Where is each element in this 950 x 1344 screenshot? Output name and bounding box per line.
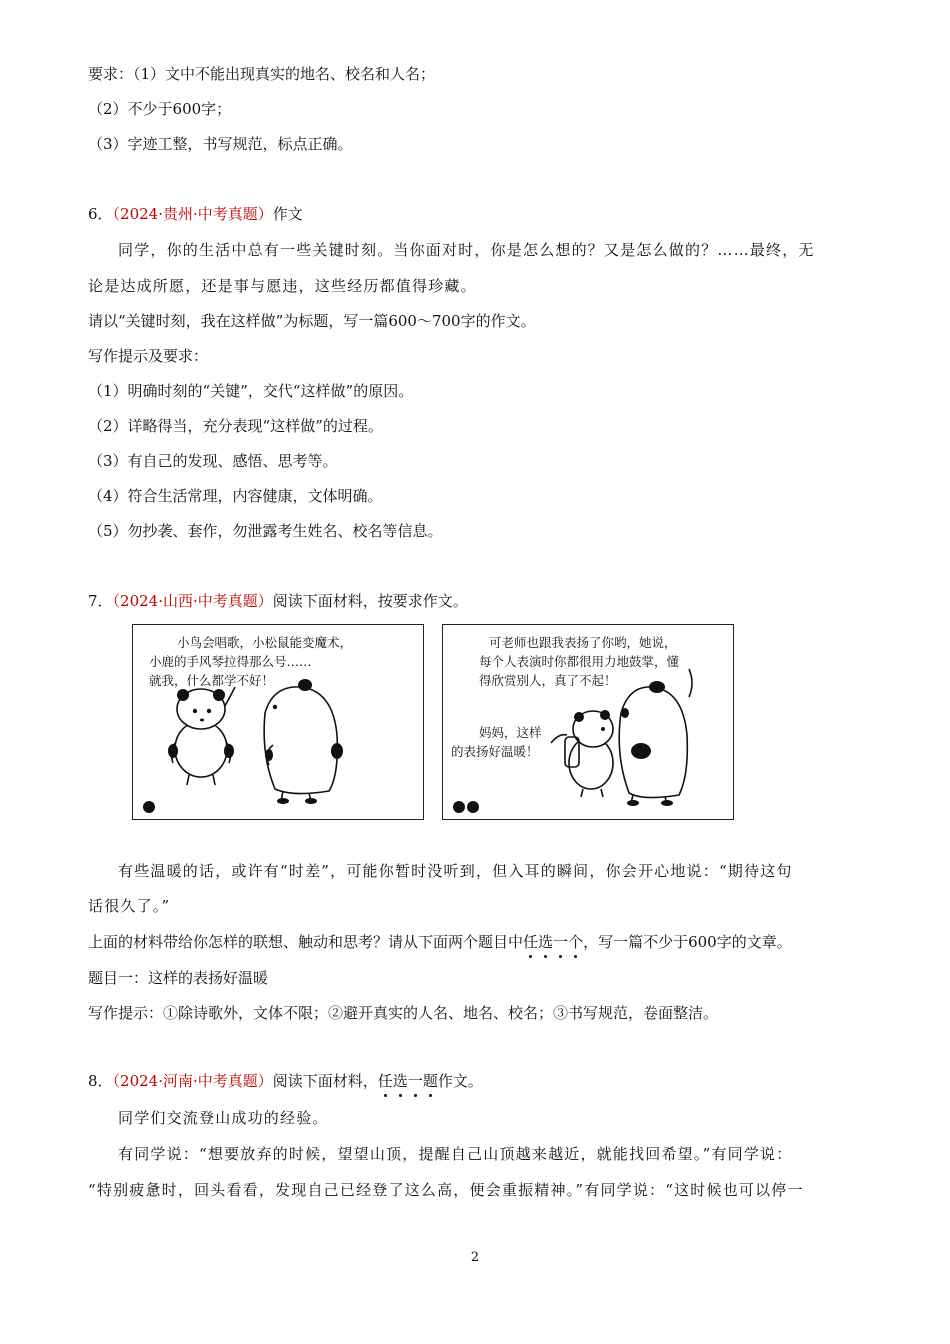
q6-tips-title: 写作提示及要求：: [88, 347, 209, 365]
page-number: 2: [470, 1250, 480, 1265]
q6-tip-2: （2）详略得当，充分表现“这样做”的过程。: [88, 417, 383, 435]
panel-2-reply-2: 的表扬好温暖！: [451, 744, 539, 759]
comic-panel-1: [132, 624, 424, 820]
q7-material-line-1: 有些温暖的话，或许有“时差”，可能你暂时没听到，但入耳的瞬间，你会开心地说：“期待这句: [118, 862, 793, 880]
panel-2-marker-2: [467, 801, 479, 813]
bubble-2-tail: [689, 669, 692, 697]
q8-line-3: “特别疲惫时，回头看看，发现自己已经登了这么高，便会重振精神。”有同学说：“这时候也可以停一: [88, 1181, 804, 1199]
q8-emphasis-char: 题: [422, 1072, 438, 1090]
panel-2-speech-2: 每个人表演时你都很用力地鼓掌，懂: [479, 654, 680, 669]
q6-tip-3: （3）有自己的发现、感悟、思考等。: [88, 452, 338, 470]
q6-intro-line-2: 论是达成所愿，还是事与愿违，这些经历都值得珍藏。: [88, 277, 477, 295]
q6-tip-5: （5）勿抄袭、套作，勿泄露考生姓名、校名等信息。: [88, 522, 443, 540]
q7-task-part-1: 上面的材料带给你怎样的联想、触动和思考？请从下面两个题目中: [88, 933, 524, 951]
q8-instruction-emphasis: [378, 1072, 438, 1090]
q8-emphasis-char: 一: [407, 1072, 423, 1090]
q6-heading: [88, 204, 303, 224]
q6-intro-line-1: 同学，你的生活中总有一些关键时刻。当你面对时，你是怎么想的？又是怎么做的？……最终，无: [118, 241, 815, 259]
panel-2-speech-3: 得欣赏别人，真了不起！: [479, 673, 617, 688]
q7-tips: 写作提示：①除诗歌外，文体不限；②避开真实的人名、地名、校名；③书写规范，卷面整洁。: [88, 1004, 719, 1022]
panel-2-marker-1: [453, 801, 465, 813]
requirement-line-3: （3）字迹工整，书写规范，标点正确。: [88, 135, 353, 153]
q7-instruction: 阅读下面材料，按要求作文。: [272, 592, 468, 610]
q7-emphasis-char: 个: [568, 933, 584, 951]
q8-number: 8．: [88, 1072, 113, 1090]
q7-task: [88, 932, 792, 952]
q6-task: 请以“关键时刻，我在这样做”为标题，写一篇600～700字的作文。: [88, 312, 536, 330]
requirement-line-1: 要求：（1）文中不能出现真实的地名、校名和人名；: [88, 65, 436, 83]
panel-1-speech-1: 小鸟会唱歌，小松鼠能变魔术，: [177, 635, 353, 650]
q7-emphasis-char: 一: [553, 933, 569, 951]
q8-emphasis-char: 任: [377, 1072, 393, 1090]
q7-emphasis-char: 任: [523, 933, 539, 951]
q8-line-2: 有同学说：“想要放弃的时候，望望山顶，提醒自己山顶越来越近，就能找回希望。”有同学说：: [118, 1145, 793, 1163]
q6-number: 6．: [88, 205, 113, 223]
panel-2-reply-1: 妈妈，这样: [479, 725, 542, 740]
q6-tip-4: （4）符合生活常理，内容健康，文体明确。: [88, 487, 383, 505]
q7-emphasis-char: 选: [538, 933, 554, 951]
requirement-line-2: （2）不少于600字；: [88, 100, 232, 118]
q6-tip-1: （1）明确时刻的“关键”，交代“这样做”的原因。: [88, 382, 414, 400]
q7-task-emphasis: [523, 933, 583, 951]
q6-type: 作文: [272, 205, 303, 223]
q8-instruction-part-1: 阅读下面材料，: [272, 1072, 378, 1090]
q8-instruction-part-2: 作文。: [437, 1072, 483, 1090]
q7-title-1: 题目一：这样的表扬好温暖: [88, 969, 269, 987]
q8-heading: [88, 1071, 483, 1091]
q7-number: 7．: [88, 592, 113, 610]
q8-emphasis-char: 选: [392, 1072, 408, 1090]
q6-source: （2024·贵州·中考真题）: [112, 205, 273, 223]
panel-1-speech-3: 就我，什么都学不好！: [149, 673, 275, 688]
q7-heading: [88, 591, 468, 611]
panel-2-speech-1: 可老师也跟我表扬了你哟，她说，: [489, 635, 677, 650]
q8-line-1: 同学们交流登山成功的经验。: [118, 1109, 329, 1127]
q8-source: （2024·河南·中考真题）: [112, 1072, 273, 1090]
q7-material-line-2: 话很久了。”: [88, 897, 171, 915]
q7-task-part-2: ，写一篇不少于600字的文章。: [583, 933, 792, 951]
q7-source: （2024·山西·中考真题）: [112, 592, 273, 610]
comic-panel-2: [442, 624, 734, 820]
panel-1-marker: [143, 801, 155, 813]
panel-1-speech-2: 小鹿的手风琴拉得那么号……: [149, 654, 312, 669]
